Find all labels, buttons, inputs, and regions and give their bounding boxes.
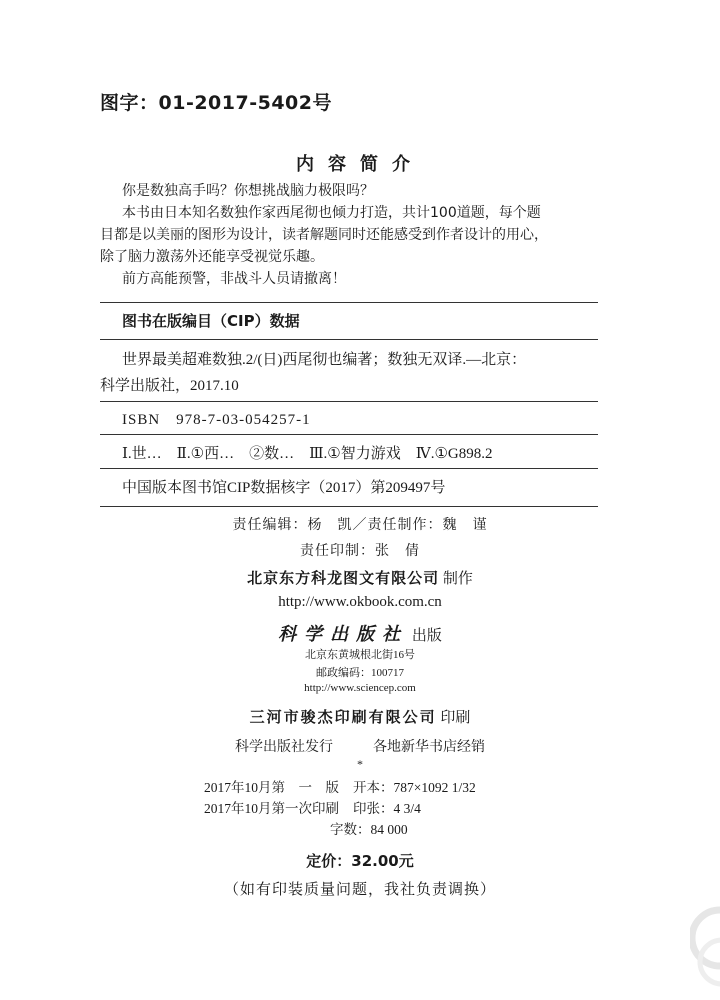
divider (100, 468, 598, 469)
license-number: 图字：01-2017-5402号 (100, 92, 332, 114)
publisher-name: 科学出版社 (278, 624, 409, 644)
divider (100, 506, 598, 507)
divider (100, 339, 598, 340)
printing-info: 2017年10月第一次印刷 (204, 801, 339, 816)
producer-name: 北京东方科龙图文有限公司 (247, 571, 440, 587)
postcode: 邮政编码：100717 (316, 667, 404, 679)
printer-role: 印刷 (440, 710, 471, 726)
responsible-editor: 责任编辑：杨 凯／责任制作：魏 谨 (232, 518, 488, 533)
intro-line: 除了脑力激荡外还能享受视觉乐趣。 (100, 249, 324, 265)
distribution-row (0, 736, 720, 756)
classification: Ⅰ.世… Ⅱ.①西… ②数… Ⅲ.①智力游戏 Ⅳ.①G898.2 (122, 446, 493, 462)
cip-heading: 图书在版编目（CIP）数据 (122, 312, 300, 330)
publisher-row (0, 620, 720, 646)
cip-record-number: 中国版本图书馆CIP数据核字（2017）第209497号 (122, 480, 446, 496)
intro-line: 本书由日本知名数独作家西尾彻也倾力打造，共计100道题，每个题 (122, 205, 541, 221)
intro-line: 前方高能预警，非战斗人员请撤离！ (122, 271, 346, 287)
cip-title-line: 世界最美超难数独.2/(日)西尾彻也编著；数独无双译.—北京： (122, 352, 527, 368)
publisher-address: 北京东黄城根北街16号 (305, 649, 415, 661)
producer-row (0, 567, 720, 588)
price: 定价：32.00元 (306, 852, 414, 870)
format-info: 开本：787×1092 1/32 (353, 780, 476, 795)
printer-row (0, 706, 720, 727)
printer-name: 三河市骏杰印刷有限公司 (249, 710, 437, 726)
isbn: ISBN 978-7-03-054257-1 (122, 412, 311, 428)
distributor: 科学出版社发行 (235, 739, 333, 755)
publisher-url: http://www.sciencep.com (304, 682, 416, 694)
intro-line: 目都是以美丽的图形为设计，读者解题同时还能感受到作者设计的用心， (100, 227, 548, 243)
printing-row (204, 797, 421, 817)
word-count: 字数：84 000 (330, 822, 408, 837)
sheets-info: 印张：4 3/4 (353, 801, 421, 816)
intro-title: 内容简介 (296, 154, 424, 175)
edition-info: 2017年10月第 一 版 (204, 780, 339, 795)
intro-line: 你是数独高手吗？你想挑战脑力极限吗？ (122, 183, 374, 199)
producer-role: 制作 (442, 571, 473, 587)
divider (100, 401, 598, 402)
edition-row (204, 776, 476, 796)
separator-star: * (357, 757, 363, 771)
quality-notice: （如有印装质量问题，我社负责调换） (223, 882, 496, 898)
publisher-role: 出版 (411, 628, 442, 644)
responsible-printing: 责任印制：张 倩 (300, 544, 420, 559)
producer-url: http://www.okbook.com.cn (278, 594, 442, 610)
divider (100, 434, 598, 435)
cip-publisher-line: 科学出版社，2017.10 (100, 378, 239, 394)
divider (100, 302, 598, 303)
watermark-arc-icon (690, 900, 720, 1000)
seller: 各地新华书店经销 (373, 739, 485, 755)
